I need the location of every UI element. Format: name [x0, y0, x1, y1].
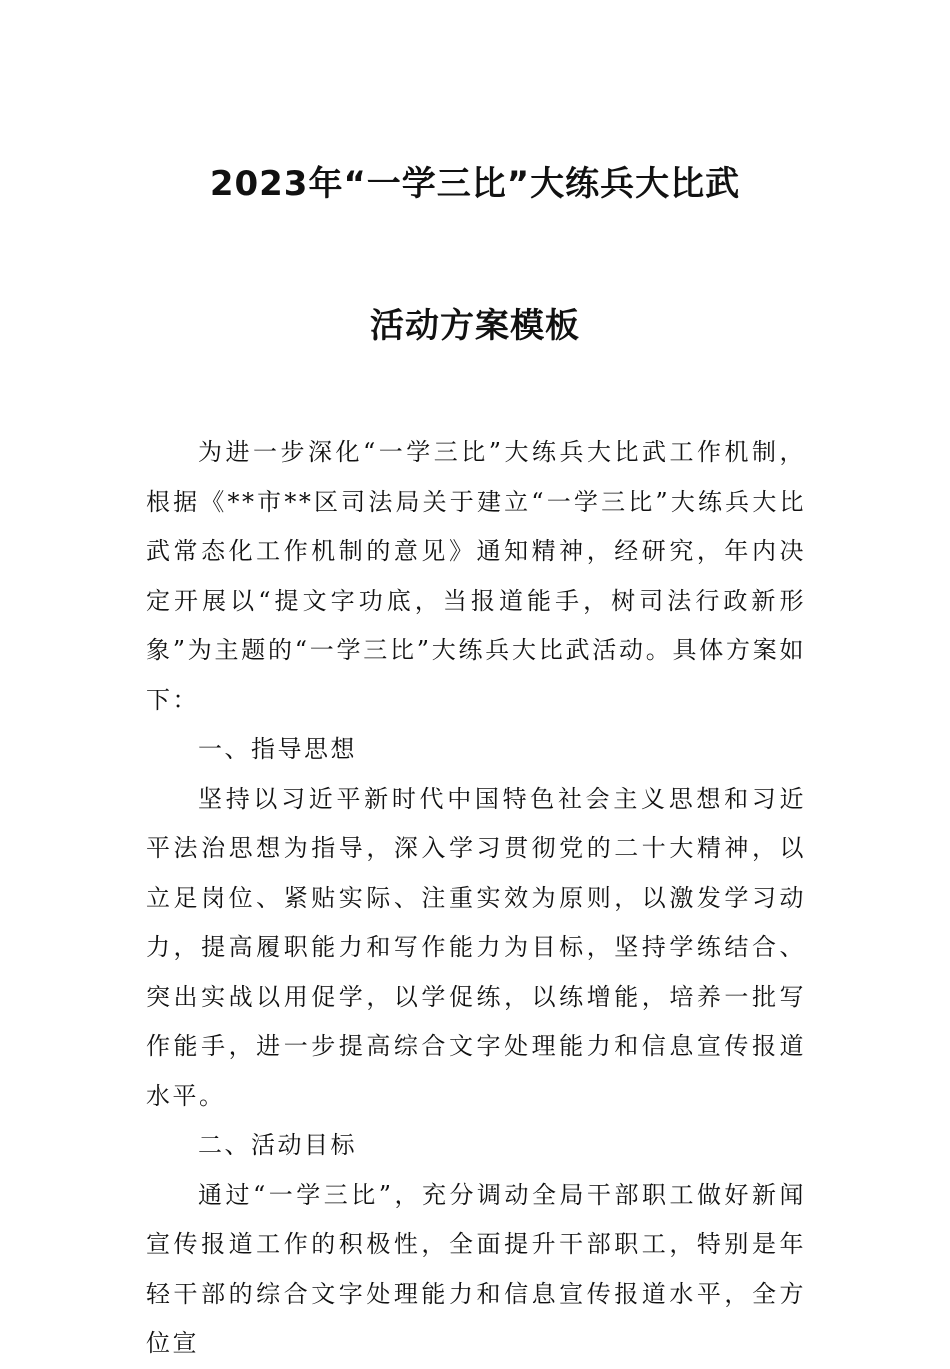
document-body — [146, 428, 806, 1369]
section-paragraph-guiding-ideology: 坚持以习近平新时代中国特色社会主义思想和习近平法治思想为指导，深入学习贯彻党的二十大精神，以立足岗位、紧贴实际、注重实效为原则，以激发学习动力，提高履职能力和写作能力为目标，坚持学练结合、突出实战以用促学，以学促练，以练增能，培养一批写作能手，进一步提高综合文字处理能力和信息宣传报道水平。 — [146, 784, 806, 1110]
section-heading-activity-goals: 二、活动目标 — [198, 1131, 357, 1159]
document-title-line-2: 活动方案模板 — [370, 306, 580, 346]
section-paragraph-activity-goals: 通过“一学三比”，充分调动全局干部职工做好新闻宣传报道工作的积极性，全面提升干部职工，特别是年轻干部的综合文字处理能力和信息宣传报道水平，全方位宣 — [146, 1180, 806, 1357]
section-heading-guiding-ideology: 一、指导思想 — [198, 735, 357, 763]
document-title-line-1: 2023年“一学三比”大练兵大比武 — [209, 164, 741, 204]
intro-paragraph: 为进一步深化“一学三比”大练兵大比武工作机制，根据《**市**区司法局关于建立“一学三比”大练兵大比武常态化工作机制的意见》通知精神，经研究，年内决定开展以“提文字功底，当报道能手，树司法行政新形象”为主题的“一学三比”大练兵大比武活动。具体方案如下： — [146, 438, 806, 714]
